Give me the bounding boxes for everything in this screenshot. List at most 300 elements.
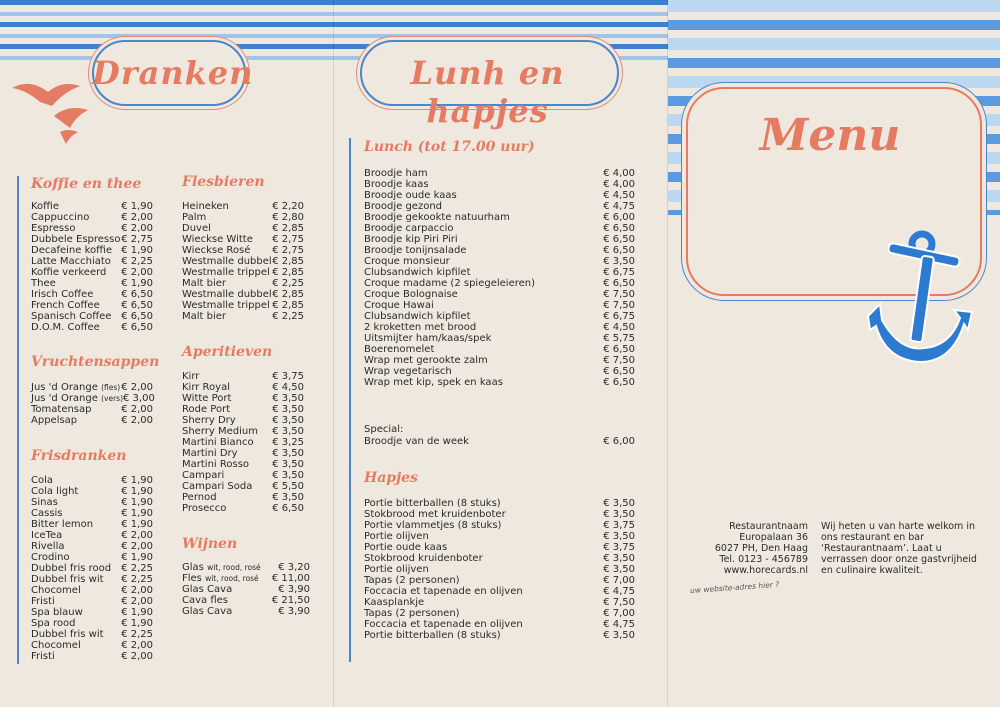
menu-item-name: Decafeine koffie xyxy=(31,245,112,256)
menu-item-price: € 3,75 xyxy=(603,542,635,553)
menu-item-name: Prosecco xyxy=(182,503,227,514)
menu-item xyxy=(31,618,153,629)
menu-item xyxy=(364,509,635,520)
menu-item xyxy=(182,256,304,267)
menu-item-price: € 2,25 xyxy=(272,278,304,289)
menu-item-price: € 1,90 xyxy=(121,552,153,563)
menu-item xyxy=(182,584,310,595)
menu-item xyxy=(182,300,304,311)
menu-item xyxy=(31,382,153,393)
menu-item-price: € 3,00 xyxy=(123,393,155,404)
menu-item-name: Campari Soda xyxy=(182,481,253,492)
menu-item xyxy=(364,355,635,366)
menu-item xyxy=(364,531,635,542)
menu-item xyxy=(364,498,635,509)
fold-line xyxy=(667,0,668,707)
menu-item-price: € 1,90 xyxy=(121,497,153,508)
menu-item-price: € 6,00 xyxy=(603,212,635,223)
menu-item-price: € 1,90 xyxy=(121,618,153,629)
menu-item-name: Koffie xyxy=(31,201,59,212)
menu-item xyxy=(364,278,635,289)
menu-item xyxy=(364,234,635,245)
list-flesbieren xyxy=(182,201,304,322)
menu-item-name: Broodje oude kaas xyxy=(364,190,457,201)
menu-item xyxy=(364,366,635,377)
menu-item-name: Foccacia et tapenade en olijven xyxy=(364,586,523,597)
menu-item xyxy=(364,223,635,234)
menu-item-name: Pernod xyxy=(182,492,217,503)
menu-item-name: Westmalle trippel xyxy=(182,300,270,311)
menu-item-price: € 3,25 xyxy=(272,437,304,448)
menu-item-price: € 6,75 xyxy=(603,311,635,322)
menu-item-name: Chocomel xyxy=(31,640,81,651)
menu-item xyxy=(182,201,304,212)
menu-item-price: € 3,20 xyxy=(278,562,310,573)
menu-item xyxy=(364,564,635,575)
menu-item-name: Portie oude kaas xyxy=(364,542,448,553)
menu-item-name: Palm xyxy=(182,212,207,223)
menu-item-price: € 6,50 xyxy=(603,278,635,289)
menu-item-name: Tomatensap xyxy=(31,404,92,415)
address-city: 6027 PH, Den Haag xyxy=(714,543,808,554)
special-label: Special: xyxy=(364,424,404,435)
menu-item-price: € 3,50 xyxy=(603,498,635,509)
menu-item-name: Martini Rosso xyxy=(182,459,250,470)
list-vruchtensappen xyxy=(31,382,153,426)
menu-item-name: Portie bitterballen (8 stuks) xyxy=(364,498,501,509)
list-wijnen xyxy=(182,562,310,617)
menu-title: Menu xyxy=(759,110,901,161)
section-title-vruchtensappen: Vruchtensappen xyxy=(31,354,160,370)
menu-item-name: Sherry Dry xyxy=(182,415,236,426)
menu-item-price: € 4,50 xyxy=(272,382,304,393)
rope-decoration xyxy=(349,138,351,662)
menu-item xyxy=(364,311,635,322)
address-phone: Tel. 0123 - 456789 xyxy=(719,554,808,565)
menu-item-name: Croque Hawai xyxy=(364,300,434,311)
menu-item-name: Dubbele Espresso xyxy=(31,234,121,245)
menu-item-name: Wrap met kip, spek en kaas xyxy=(364,377,503,388)
menu-item-price: € 2,85 xyxy=(272,300,304,311)
menu-item-name: Broodje carpaccio xyxy=(364,223,454,234)
menu-item-price: € 5,75 xyxy=(603,333,635,344)
lunch-hapjes-title: Lunh en hapjes xyxy=(410,54,565,130)
welcome-text: Wij heten u van harte welkom in ons restaurant en bar ‘Restaurantnaam’. Laat u verrassen door onze gastvrijheid en culinaire kwaliteit. xyxy=(821,521,977,576)
anchor-icon xyxy=(860,230,980,370)
menu-item-name: Witte Port xyxy=(182,393,232,404)
menu-item-price: € 2,00 xyxy=(121,212,153,223)
menu-item xyxy=(182,573,310,584)
menu-item-name: Cola xyxy=(31,475,54,486)
list-lunch xyxy=(364,168,635,388)
menu-item-name: Broodje van de week xyxy=(364,436,469,447)
menu-item-price: € 21,50 xyxy=(271,595,310,606)
rope-decoration xyxy=(17,176,19,664)
menu-item-name: Spa rood xyxy=(31,618,76,629)
menu-item xyxy=(31,508,153,519)
menu-item-name: Heineken xyxy=(182,201,229,212)
menu-item-price: € 6,50 xyxy=(272,503,304,514)
menu-item xyxy=(31,415,153,426)
menu-item-name: Espresso xyxy=(31,223,76,234)
menu-item-price: € 2,20 xyxy=(272,201,304,212)
menu-item xyxy=(364,542,635,553)
menu-item-price: € 2,85 xyxy=(272,289,304,300)
menu-item-price: € 2,75 xyxy=(121,234,153,245)
menu-item-price: € 4,00 xyxy=(603,179,635,190)
menu-item-price: € 1,90 xyxy=(121,201,153,212)
menu-item-price: € 5,50 xyxy=(272,481,304,492)
menu-item-name: Spa blauw xyxy=(31,607,83,618)
menu-item xyxy=(31,651,153,662)
menu-item-name: IceTea xyxy=(31,530,63,541)
menu-item xyxy=(364,630,635,641)
menu-item xyxy=(182,278,304,289)
menu-item-name: Cappuccino xyxy=(31,212,90,223)
menu-item xyxy=(182,212,304,223)
menu-item-name: Martini Dry xyxy=(182,448,238,459)
menu-item xyxy=(182,371,304,382)
menu-item-price: € 3,50 xyxy=(272,393,304,404)
menu-item-price: € 6,50 xyxy=(603,377,635,388)
menu-item xyxy=(364,300,635,311)
menu-item-price: € 3,50 xyxy=(603,509,635,520)
menu-item-price: € 2,25 xyxy=(121,574,153,585)
menu-item-name: Jus 'd Orange (fles) xyxy=(31,382,121,393)
menu-item xyxy=(182,404,304,415)
menu-item-price: € 6,75 xyxy=(603,267,635,278)
menu-item-name: French Coffee xyxy=(31,300,100,311)
menu-item-price: € 4,75 xyxy=(603,619,635,630)
menu-item xyxy=(31,256,153,267)
menu-item xyxy=(364,179,635,190)
menu-item-name: Spanisch Coffee xyxy=(31,311,112,322)
menu-item xyxy=(31,223,153,234)
list-hapjes xyxy=(364,498,635,641)
menu-item-name: Kirr xyxy=(182,371,200,382)
address-website[interactable]: www.horecards.nl xyxy=(723,565,808,576)
section-title-flesbieren: Flesbieren xyxy=(182,174,265,190)
menu-item xyxy=(182,437,304,448)
menu-item-name: Clubsandwich kipfilet xyxy=(364,311,471,322)
menu-item-name: Clubsandwich kipfilet xyxy=(364,267,471,278)
menu-item-price: € 3,50 xyxy=(272,426,304,437)
menu-item-name: Fles wit, rood, rosé xyxy=(182,573,259,584)
menu-item-price: € 2,00 xyxy=(121,404,153,415)
menu-item xyxy=(31,519,153,530)
menu-item-price: € 3,50 xyxy=(272,448,304,459)
menu-item-price: € 4,75 xyxy=(603,201,635,212)
menu-item-name: Malt bier xyxy=(182,278,227,289)
menu-item-price: € 6,50 xyxy=(121,322,153,333)
menu-item-name: Cassis xyxy=(31,508,63,519)
menu-item-price: € 2,85 xyxy=(272,256,304,267)
menu-item xyxy=(364,575,635,586)
menu-item xyxy=(31,311,153,322)
menu-item xyxy=(182,481,304,492)
menu-item xyxy=(364,322,635,333)
list-aperitieven xyxy=(182,371,304,514)
menu-item xyxy=(364,608,635,619)
menu-item-price: € 3,90 xyxy=(278,584,310,595)
menu-item-price: € 2,00 xyxy=(121,596,153,607)
menu-item-name: Wieckse Witte xyxy=(182,234,253,245)
menu-item-name: Martini Bianco xyxy=(182,437,254,448)
menu-item-price: € 2,00 xyxy=(121,415,153,426)
menu-item-price: € 3,50 xyxy=(272,492,304,503)
menu-item xyxy=(182,382,304,393)
menu-item-name: Westmalle trippel xyxy=(182,267,270,278)
menu-item-name: Glas Cava xyxy=(182,606,233,617)
menu-item xyxy=(182,448,304,459)
menu-item-name: Wrap vegetarisch xyxy=(364,366,452,377)
menu-item-name: Wrap met gerookte zalm xyxy=(364,355,488,366)
menu-item-name: Uitsmijter ham/kaas/spek xyxy=(364,333,492,344)
menu-item xyxy=(182,393,304,404)
menu-item-price: € 3,50 xyxy=(603,256,635,267)
menu-item-price: € 2,75 xyxy=(272,245,304,256)
menu-item-price: € 2,80 xyxy=(272,212,304,223)
menu-item-price: € 7,50 xyxy=(603,597,635,608)
menu-item-name: Portie vlammetjes (8 stuks) xyxy=(364,520,502,531)
menu-item-price: € 6,00 xyxy=(603,436,635,447)
menu-item-price: € 3,75 xyxy=(603,520,635,531)
menu-item-price: € 2,00 xyxy=(121,585,153,596)
menu-item xyxy=(31,404,153,415)
menu-item xyxy=(182,606,310,617)
menu-item xyxy=(364,212,635,223)
menu-item-price: € 3,50 xyxy=(272,470,304,481)
menu-item-name: Wieckse Rosé xyxy=(182,245,251,256)
menu-item xyxy=(31,278,153,289)
menu-item-price: € 4,50 xyxy=(603,190,635,201)
menu-item xyxy=(31,486,153,497)
menu-item-name: Dubbel fris rood xyxy=(31,563,112,574)
menu-item-name: Thee xyxy=(31,278,56,289)
menu-item-name: Malt bier xyxy=(182,311,227,322)
menu-item xyxy=(364,333,635,344)
menu-item-price: € 1,90 xyxy=(121,245,153,256)
menu-item xyxy=(364,520,635,531)
menu-item-name: Portie bitterballen (8 stuks) xyxy=(364,630,501,641)
menu-item-price: € 1,90 xyxy=(121,278,153,289)
menu-item-name: Westmalle dubbel xyxy=(182,256,272,267)
menu-item-price: € 6,50 xyxy=(603,223,635,234)
menu-item-name: Rode Port xyxy=(182,404,231,415)
menu-item-price: € 7,50 xyxy=(603,355,635,366)
section-title-hapjes: Hapjes xyxy=(364,470,418,486)
menu-item xyxy=(364,619,635,630)
menu-item xyxy=(31,607,153,618)
menu-item xyxy=(364,245,635,256)
menu-item-name: Broodje kip Piri Piri xyxy=(364,234,458,245)
menu-item-price: € 2,00 xyxy=(121,651,153,662)
menu-item-note: wit, rood, rosé xyxy=(205,574,259,583)
menu-item-price: € 6,50 xyxy=(603,234,635,245)
list-koffie xyxy=(31,201,153,333)
menu-item-name: Dubbel fris wit xyxy=(31,574,104,585)
menu-item xyxy=(31,552,153,563)
menu-item-name: Foccacia et tapenade en olijven xyxy=(364,619,523,630)
menu-item xyxy=(182,289,304,300)
menu-item-price: € 2,25 xyxy=(121,563,153,574)
menu-item-name: Duvel xyxy=(182,223,211,234)
menu-item xyxy=(31,530,153,541)
menu-item-name: Tapas (2 personen) xyxy=(364,575,460,586)
menu-item xyxy=(364,377,635,388)
menu-item-price: € 4,50 xyxy=(603,322,635,333)
menu-item xyxy=(31,497,153,508)
menu-item xyxy=(182,267,304,278)
section-title-wijnen: Wijnen xyxy=(182,536,238,552)
menu-item xyxy=(31,322,153,333)
menu-item xyxy=(182,234,304,245)
menu-item xyxy=(182,562,310,573)
menu-item xyxy=(364,553,635,564)
menu-item-name: Broodje gekookte natuurham xyxy=(364,212,510,223)
menu-item-price: € 2,25 xyxy=(121,629,153,640)
menu-item xyxy=(31,212,153,223)
menu-item-price: € 7,50 xyxy=(603,289,635,300)
menu-item-name: Croque madame (2 spiegeleieren) xyxy=(364,278,536,289)
menu-item-name: Broodje kaas xyxy=(364,179,429,190)
menu-item-name: Croque Bolognaise xyxy=(364,289,458,300)
menu-item xyxy=(182,223,304,234)
menu-item-price: € 6,50 xyxy=(121,311,153,322)
menu-item-price: € 2,00 xyxy=(121,640,153,651)
menu-item xyxy=(182,426,304,437)
menu-item-price: € 4,00 xyxy=(603,168,635,179)
menu-item-name: Stokbrood kruidenboter xyxy=(364,553,483,564)
menu-item xyxy=(182,492,304,503)
menu-item-name: D.O.M. Coffee xyxy=(31,322,100,333)
menu-item-name: Koffie verkeerd xyxy=(31,267,107,278)
menu-item-price: € 3,50 xyxy=(272,415,304,426)
menu-item xyxy=(31,541,153,552)
menu-item xyxy=(182,415,304,426)
menu-item-name: Cava fles xyxy=(182,595,228,606)
menu-item-price: € 6,50 xyxy=(121,289,153,300)
menu-item-name: Jus 'd Orange (vers) xyxy=(31,393,123,404)
menu-item xyxy=(31,640,153,651)
menu-item-name: Broodje gezond xyxy=(364,201,442,212)
menu-item-price: € 2,25 xyxy=(272,311,304,322)
menu-item xyxy=(31,234,153,245)
menu-item-name: Kaasplankje xyxy=(364,597,425,608)
menu-item xyxy=(31,393,153,404)
menu-item-price: € 11,00 xyxy=(271,573,310,584)
menu-item-name: Croque monsieur xyxy=(364,256,450,267)
menu-item-price: € 3,90 xyxy=(278,606,310,617)
menu-item xyxy=(364,168,635,179)
menu-item-price: € 3,75 xyxy=(272,371,304,382)
menu-item-name: 2 kroketten met brood xyxy=(364,322,477,333)
seagull-icon xyxy=(8,72,96,150)
menu-item xyxy=(364,586,635,597)
menu-item-name: Broodje ham xyxy=(364,168,428,179)
fold-line xyxy=(333,0,334,707)
menu-item-note: (vers) xyxy=(101,394,123,403)
dranken-title: Dranken xyxy=(92,54,254,92)
menu-item xyxy=(182,459,304,470)
menu-item xyxy=(31,629,153,640)
menu-item xyxy=(182,503,304,514)
menu-item-price: € 2,85 xyxy=(272,267,304,278)
menu-item-price: € 2,00 xyxy=(121,267,153,278)
menu-item-name: Boerenomelet xyxy=(364,344,435,355)
section-title-aperitieven: Aperitieven xyxy=(182,344,273,360)
menu-item xyxy=(31,289,153,300)
address-street: Europalaan 36 xyxy=(739,532,808,543)
menu-item-name: Glas wit, rood, rosé xyxy=(182,562,261,573)
menu-item xyxy=(364,344,635,355)
menu-item xyxy=(31,267,153,278)
menu-item-price: € 6,50 xyxy=(121,300,153,311)
menu-item xyxy=(364,597,635,608)
section-title-lunch: Lunch (tot 17.00 uur) xyxy=(364,139,535,155)
menu-item-price: € 2,85 xyxy=(272,223,304,234)
menu-item-name: Kirr Royal xyxy=(182,382,231,393)
menu-item xyxy=(31,300,153,311)
menu-item-price: € 1,90 xyxy=(121,508,153,519)
restaurant-address xyxy=(700,521,808,576)
menu-item xyxy=(182,470,304,481)
menu-item-price: € 1,90 xyxy=(121,486,153,497)
menu-item-price: € 6,50 xyxy=(603,245,635,256)
menu-item-name: Fristi xyxy=(31,651,55,662)
menu-item xyxy=(182,595,310,606)
menu-item-price: € 3,50 xyxy=(272,404,304,415)
menu-item xyxy=(31,201,153,212)
menu-item-name: Portie olijven xyxy=(364,531,429,542)
menu-item xyxy=(364,256,635,267)
menu-item-price: € 6,50 xyxy=(603,344,635,355)
restaurant-name: Restaurantnaam xyxy=(729,521,808,532)
menu-item-note: wit, rood, rosé xyxy=(207,563,261,572)
menu-item xyxy=(31,245,153,256)
menu-item-name: Fristi xyxy=(31,596,55,607)
menu-item-name: Sherry Medium xyxy=(182,426,258,437)
menu-item-name: Dubbel fris wit xyxy=(31,629,104,640)
menu-item-name: Stokbrood met kruidenboter xyxy=(364,509,506,520)
menu-item-price: € 2,00 xyxy=(121,530,153,541)
menu-item-name: Rivella xyxy=(31,541,65,552)
menu-item-price: € 3,50 xyxy=(603,531,635,542)
menu-item-price: € 2,00 xyxy=(121,541,153,552)
section-title-koffie: Koffie en thee xyxy=(31,176,142,192)
menu-item-price: € 7,50 xyxy=(603,300,635,311)
menu-item-name: Chocomel xyxy=(31,585,81,596)
menu-item-name: Latte Macchiato xyxy=(31,256,111,267)
menu-item-price: € 1,90 xyxy=(121,519,153,530)
menu-item-price: € 3,50 xyxy=(603,553,635,564)
menu-item xyxy=(364,267,635,278)
menu-item xyxy=(182,311,304,322)
menu-item-name: Portie olijven xyxy=(364,564,429,575)
menu-item-name: Irisch Coffee xyxy=(31,289,94,300)
menu-item xyxy=(31,585,153,596)
menu-item xyxy=(364,190,635,201)
menu-item-price: € 2,25 xyxy=(121,256,153,267)
menu-item xyxy=(31,574,153,585)
menu-item xyxy=(364,289,635,300)
menu-item-name: Appelsap xyxy=(31,415,78,426)
menu-item-name: Tapas (2 personen) xyxy=(364,608,460,619)
menu-item-price: € 2,75 xyxy=(272,234,304,245)
list-special xyxy=(364,436,635,447)
menu-item-price: € 6,50 xyxy=(603,366,635,377)
menu-item xyxy=(31,475,153,486)
